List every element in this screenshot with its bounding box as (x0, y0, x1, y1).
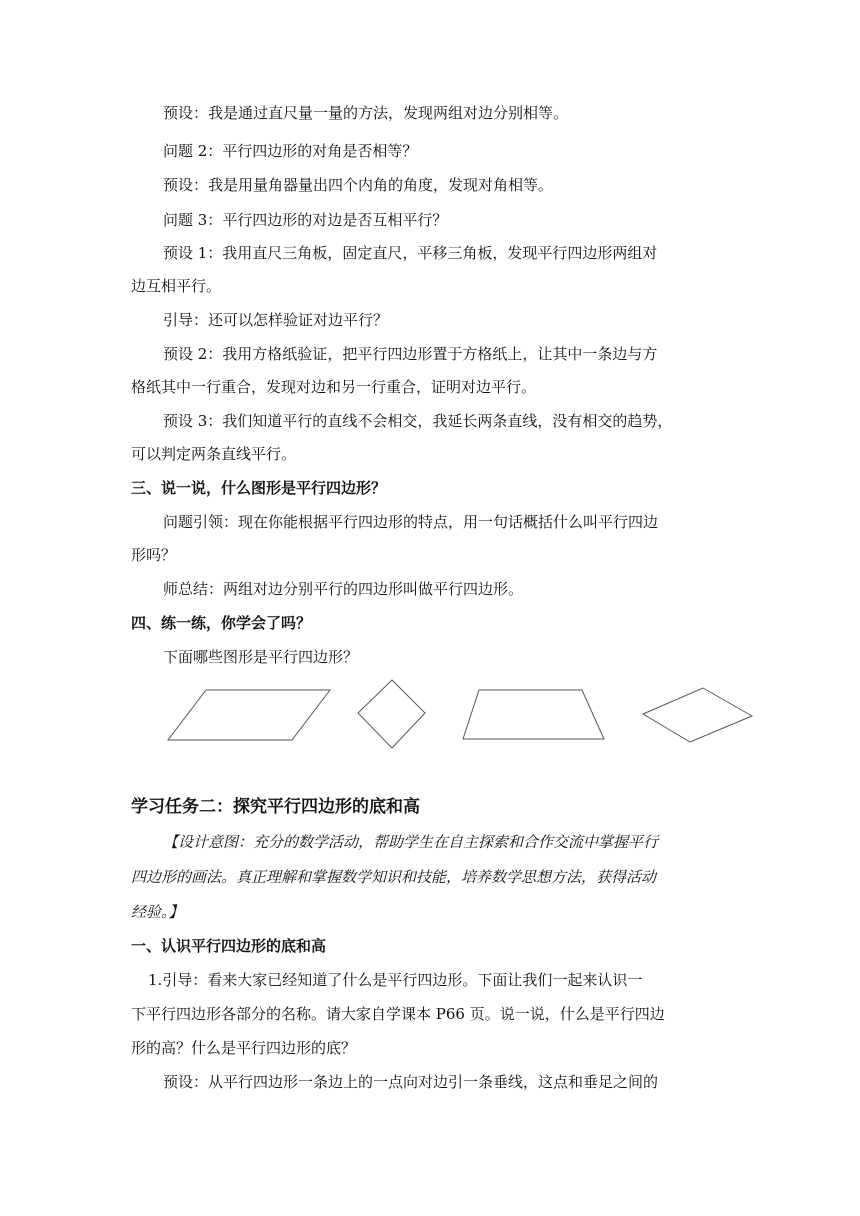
square-shape (358, 680, 425, 748)
section-heading: 三、说一说，什么图形是平行四边形？ (131, 479, 387, 497)
paragraph-line: 形的高？什么是平行四边形的底？ (131, 1039, 357, 1057)
paragraph-line: 预设 2：我用方格纸验证，把平行四边形置于方格纸上，让其中一条边与方 (163, 345, 658, 363)
paragraph-line: 预设：从平行四边形一条边上的一点向对边引一条垂线，这点和垂足之间的 (163, 1073, 659, 1091)
task-title: 学习任务二：探究平行四边形的底和高 (131, 797, 420, 817)
paragraph-line: 下平行四边形各部分的名称。请大家自学课本 P66 页。说一说，什么是平行四边 (131, 1005, 665, 1023)
paragraph-line: 师总结：两组对边分别平行的四边形叫做平行四边形。 (163, 580, 524, 598)
parallelogram-shape (168, 690, 330, 740)
section-heading: 四、练一练，你学会了吗？ (131, 614, 312, 632)
trapezoid-shape (463, 690, 604, 739)
paragraph-line: 1.引导：看来大家已经知道了什么是平行四边形。下面让我们一起来认识一 (148, 971, 643, 989)
paragraph-line: 形吗？ (131, 546, 177, 564)
design-intent-line: 经验。】 (131, 903, 184, 921)
paragraph-line: 格纸其中一行重合，发现对边和另一行重合，证明对边平行。 (131, 378, 537, 396)
section-heading: 一、认识平行四边形的底和高 (131, 937, 327, 955)
paragraph-line: 问题 3：平行四边形的对边是否互相平行？ (163, 211, 448, 229)
rhombus-shape (643, 688, 752, 742)
design-intent-line: 四边形的画法。真正理解和掌握数学知识和技能，培养数学思想方法，获得活动 (131, 868, 657, 886)
paragraph-line: 预设：我是用量角器量出四个内角的角度，发现对角相等。 (163, 176, 554, 194)
paragraph-line: 引导：还可以怎样验证对边平行？ (163, 311, 389, 329)
design-intent-line: 【设计意图：充分的数学活动，帮助学生在自主探索和合作交流中掌握平行 (163, 833, 659, 851)
paragraph-line: 预设：我是通过直尺量一量的方法，发现两组对边分别相等。 (163, 104, 569, 122)
paragraph-line: 预设 3：我们知道平行的直线不会相交，我延长两条直线，没有相交的趋势， (163, 412, 673, 430)
paragraph-line: 问题引领：现在你能根据平行四边形的特点，用一句话概括什么叫平行四边 (163, 513, 659, 531)
paragraph-line: 可以判定两条直线平行。 (131, 445, 297, 463)
paragraph-line: 边互相平行。 (131, 277, 222, 295)
paragraph-line: 下面哪些图形是平行四边形？ (163, 648, 359, 666)
paragraph-line: 问题 2：平行四边形的对角是否相等？ (163, 142, 418, 160)
paragraph-line: 预设 1：我用直尺三角板，固定直尺，平移三角板，发现平行四边形两组对 (163, 244, 658, 262)
